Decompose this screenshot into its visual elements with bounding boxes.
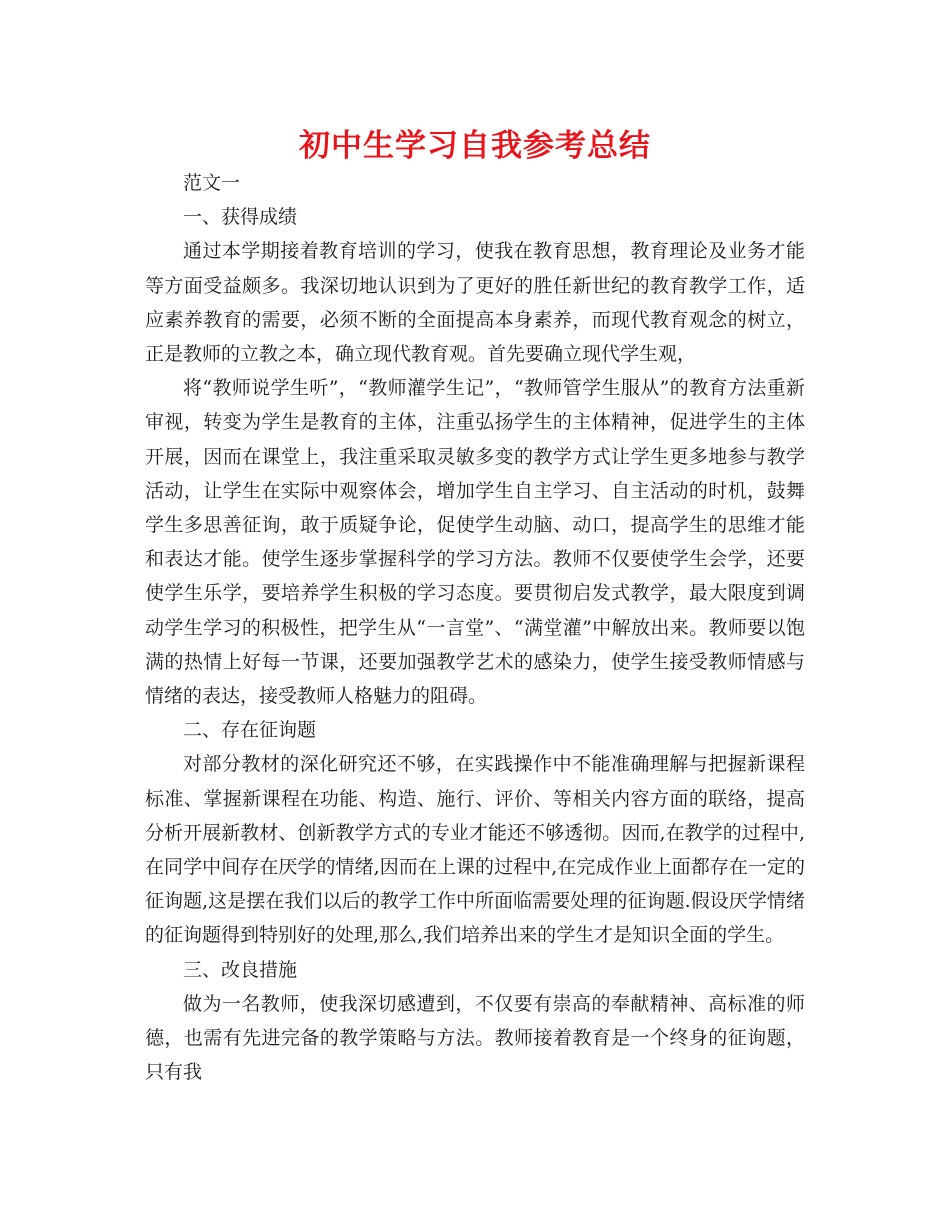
paragraph: 做为一名教师，使我深切感遭到，不仅要有崇高的奉献精神、高标准的师德，也需有先进完备的教学策略与方法。教师接着教育是一个终身的征询题，只有我 [145, 992, 805, 1084]
paragraph-section-3-heading: 三、改良措施 [183, 958, 298, 981]
paragraph-section-1-heading: 一、获得成绩 [183, 206, 298, 229]
paragraph-heading-sample: 范文一 [183, 172, 241, 194]
paragraph: 将“教师说学生听”，“教师灌学生记”，“教师管学生服从”的教育方法重新审视，转变为学生是教育的主体，注重弘扬学生的主体精神，促进学生的主体开展，因而在课堂上，我注重采取灵敏多变的教学方式让学生更多地参与教学活动，让学生在实际中观察体会，增加学生自主学习、自主活动的时机，鼓舞学生多思善征询，敢于质疑争论，促使学生动脑、动口，提高学生的思维才能和表达才能。使学生逐步掌握科学的学习方法。教师不仅要使学生会学，还要使学生乐学，要培养学生积极的学习态度。要贯彻启发式教学，最大限度到调动学生学习的积极性，把学生从“一言堂”、“满堂灌”中解放出来。教师要以饱满的热情上好每一节课，还要加强教学艺术的感染力，使学生接受教师情感与情绪的表达，接受教师人格魅力的阻碍。 [145, 377, 805, 708]
document-title: 初中生学习自我参考总结 [299, 128, 651, 164]
paragraph: 通过本学期接着教育培训的学习，使我在教育思想，教育理论及业务才能等方面受益颇多。我深切地认识到为了更好的胜任新世纪的教育教学工作，适应素养教育的需要，必须不断的全面提高本身素养，而现代教育观念的树立，正是教师的立教之本，确立现代教育观。首先要确立现代学生观， [145, 240, 805, 366]
paragraph-section-2-heading: 二、存在征询题 [183, 719, 317, 742]
document-body [145, 166, 805, 1089]
paragraph: 对部分教材的深化研究还不够，在实践操作中不能准确理解与把握新课程标准、掌握新课程在功能、构造、施行、评价、等相关内容方面的联络，提高分析开展新教材、创新教学方式的专业才能还不够透彻。因而,在教学的过程中,在同学中间存在厌学的情绪,因而在上课的过程中,在完成作业上面都存在一定的征询题,这是摆在我们以后的教学工作中所面临需要处理的征询题.假设厌学情绪的征询题得到特别好的处理,那么,我们培养出来的学生才是知识全面的学生。 [145, 753, 805, 947]
